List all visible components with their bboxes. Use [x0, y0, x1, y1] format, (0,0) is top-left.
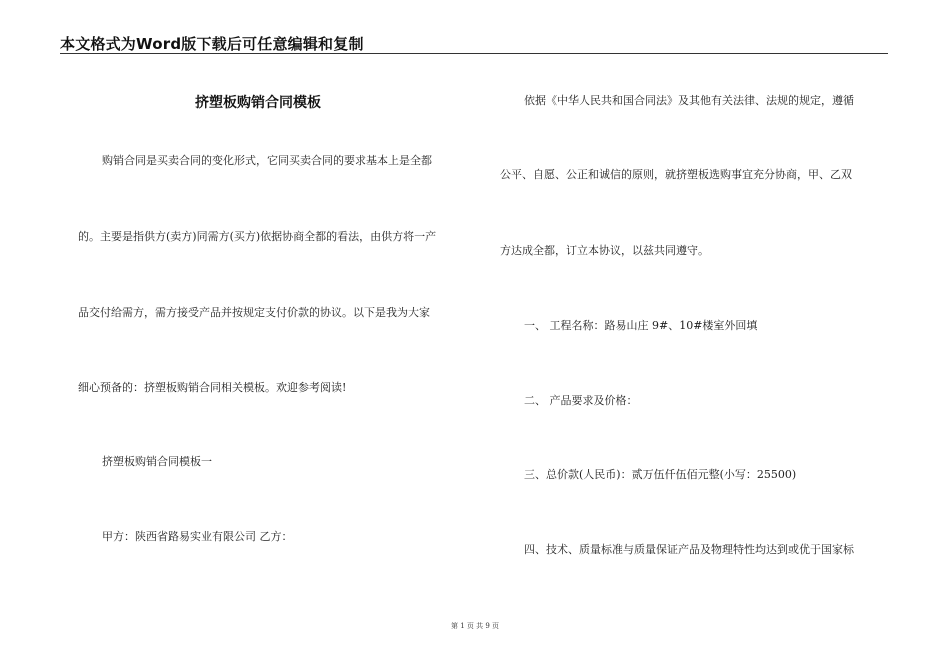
right-paragraph-line-2: 公平、自愿、公正和诚信的原则，就挤塑板选购事宜充分协商，甲、乙双	[500, 168, 852, 181]
clause-three: 三、总价款(人民币)：贰万伍仟伍佰元整(小写：25500)	[524, 468, 797, 481]
page-number: 第 1 页 共 9 页	[450, 622, 500, 630]
document-title: 挤塑板购销合同模板	[195, 95, 321, 111]
left-paragraph-line-3: 品交付给需方，需方接受产品并按规定支付价款的协议。以下是我为大家	[78, 306, 430, 319]
clause-two: 二、 产品要求及价格：	[524, 394, 638, 407]
right-paragraph-line-1: 依据《中华人民共和国合同法》及其他有关法律、法规的规定，遵循	[524, 94, 854, 107]
clause-one: 一、 工程名称：路易山庄 9#、10#楼室外回填	[524, 319, 758, 332]
left-paragraph-line-4: 细心预备的：挤塑板购销合同相关模板。欢迎参考阅读!	[78, 381, 347, 394]
right-paragraph-line-3: 方达成全都，订立本协议，以兹共同遵守。	[500, 244, 709, 257]
left-paragraph-line-1: 购销合同是买卖合同的变化形式，它同买卖合同的要求基本上是全都	[102, 154, 432, 167]
banner-divider	[60, 53, 888, 54]
party-line: 甲方：陕西省路易实业有限公司 乙方：	[102, 530, 293, 543]
left-paragraph-line-2: 的。主要是指供方(卖方)同需方(买方)依据协商全都的看法，由供方将一产	[78, 230, 437, 243]
clause-four: 四、技术、质量标准与质量保证产品及物理特性均达到或优于国家标	[524, 543, 854, 556]
section-heading-template-one: 挤塑板购销合同模板一	[102, 455, 212, 468]
banner-text: 本文格式为Word版下载后可任意编辑和复制	[60, 35, 364, 53]
